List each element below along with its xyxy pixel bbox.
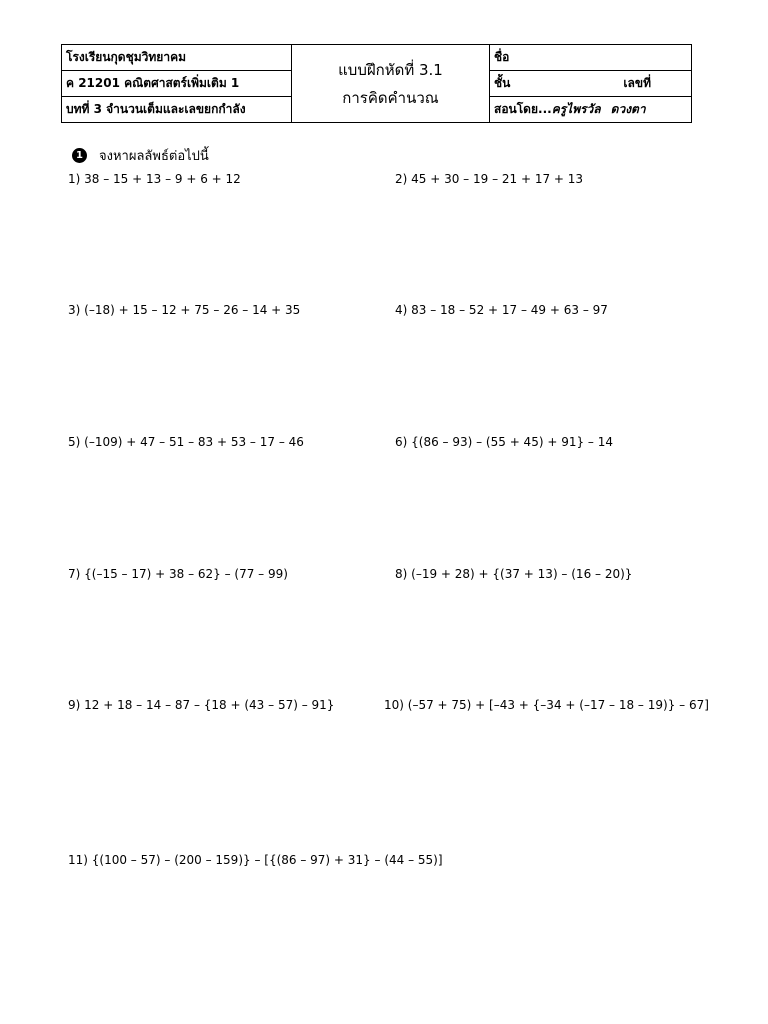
worksheet-header: [61, 44, 692, 123]
instruction-bullet: 1: [72, 148, 87, 163]
teacher-surname: ดวงตา: [610, 102, 646, 116]
worksheet-title: แบบฝึกหัดที่ 3.1: [338, 60, 443, 79]
course-name: ค 21201 คณิตศาสตร์เพิ่มเติม 1: [62, 71, 292, 97]
problem-4: 4) 83 – 18 – 52 + 17 – 49 + 63 – 97: [395, 303, 608, 317]
problem-11: 11) {(100 – 57) – (200 – 159)} – [{(86 – 97) + 31} – (44 – 55)]: [68, 853, 443, 867]
teacher-prefix: สอนโดย...: [494, 102, 552, 116]
number-field-label: เลขที่: [623, 76, 651, 90]
problem-2: 2) 45 + 30 – 19 – 21 + 17 + 13: [395, 172, 584, 186]
instruction-text: จงหาผลลัพธ์ต่อไปนี้: [99, 149, 209, 164]
problem-6: 6) {(86 – 93) – (55 + 45) + 91} – 14: [395, 435, 613, 449]
problem-1: 1) 38 – 15 + 13 – 9 + 6 + 12: [68, 172, 241, 186]
problem-7: 7) {(–15 – 17) + 38 – 62} – (77 – 99): [68, 567, 288, 581]
problem-8: 8) (–19 + 28) + {(37 + 13) – (16 – 20)}: [395, 567, 633, 581]
problem-3: 3) (–18) + 15 – 12 + 75 – 26 – 14 + 35: [68, 303, 301, 317]
class-field-label: ชั้น: [494, 76, 511, 90]
name-field-label: ชื่อ: [490, 45, 692, 71]
problem-10: 10) (–57 + 75) + [–43 + {–34 + (–17 – 18 – 19)} – 67]: [384, 698, 709, 712]
teacher-cell: [490, 97, 692, 123]
worksheet-subtitle: การคิดคำนวณ: [342, 88, 439, 107]
unit-name: บทที่ 3 จำนวนเต็มและเลขยกกำลัง: [62, 97, 292, 123]
instruction: [72, 145, 209, 166]
class-number-cell: [490, 71, 692, 97]
worksheet-title-cell: [292, 45, 490, 123]
problem-5: 5) (–109) + 47 – 51 – 83 + 53 – 17 – 46: [68, 435, 304, 449]
teacher-name: ครูไพรวัล: [551, 102, 601, 116]
problem-9: 9) 12 + 18 – 14 – 87 – {18 + (43 – 57) – 91}: [68, 698, 335, 712]
school-name: โรงเรียนกุดชุมวิทยาคม: [62, 45, 292, 71]
